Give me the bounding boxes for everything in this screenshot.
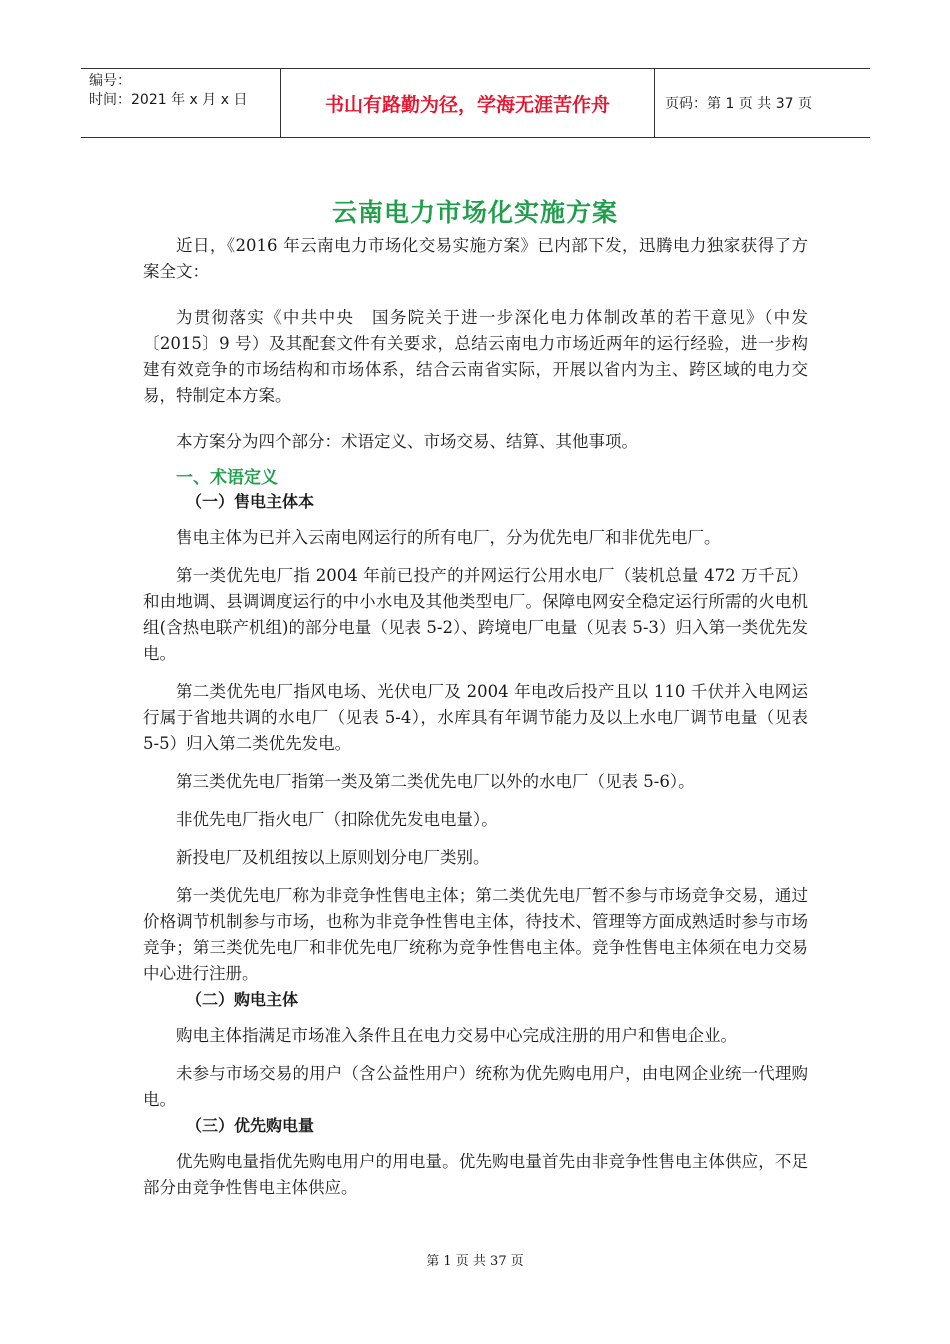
paragraph: 非优先电厂指火电厂（扣除优先发电电量）。 <box>176 810 498 829</box>
paragraph: 新投电厂及机组按以上原则划分电厂类别。 <box>176 848 490 867</box>
structure-paragraph: 本方案分为四个部分：术语定义、市场交易、结算、其他事项。 <box>176 432 638 451</box>
page-footer: 第 1 页 共 37 页 <box>426 1254 524 1269</box>
paragraph: 第一类优先电厂称为非竞争性售电主体；第二类优先电厂暂不参与市场竞争交易，通过价格调节机制参与市场，也称为非竞争性售电主体，待技术、管理等方面成熟适时参与市场竞争；第三类优先电厂和非优先电厂统称为竞争性售电主体。竞争性售电主体须在电力交易中心进行注册。 <box>143 886 808 983</box>
purpose-paragraph: 为贯彻落实《中共中央 国务院关于进一步深化电力体制改革的若干意见》（中发〔2015〕9 号）及其配套文件有关要求，总结云南电力市场近两年的运行经验，进一步构建有效竞争的市场结构和市场体系，结合云南省实际，开展以省内为主、跨区域的电力交易，特制定本方案。 <box>143 308 808 405</box>
document-body <box>143 233 808 1201</box>
document-time-label: 时间：2021 年 x 月 x 日 <box>89 92 248 108</box>
document-title: 云南电力市场化实施方案 <box>331 198 618 227</box>
header-page-info: 页码：第 1 页 共 37 页 <box>665 96 812 112</box>
paragraph: 未参与市场交易的用户（含公益性用户）统称为优先购电用户，由电网企业统一代理购电。 <box>143 1064 808 1109</box>
subsection-heading-seller: （一）售电主体本 <box>186 492 315 511</box>
paragraph: 售电主体为已并入云南电网运行的所有电厂，分为优先电厂和非优先电厂。 <box>176 528 721 547</box>
paragraph: 第三类优先电厂指第一类及第二类优先电厂以外的水电厂（见表 5-6）。 <box>176 772 695 791</box>
intro-paragraph: 近日，《2016 年云南电力市场化交易实施方案》已内部下发，迅腾电力独家获得了方案全文： <box>143 236 808 281</box>
subsection-heading-buyer: （二）购电主体 <box>186 990 299 1009</box>
header-meta <box>81 69 281 137</box>
paragraph: 购电主体指满足市场准入条件且在电力交易中心完成注册的用户和售电企业。 <box>176 1026 737 1045</box>
header-table <box>81 68 870 138</box>
section-heading-terms: 一、术语定义 <box>176 468 278 488</box>
subsection-heading-priority: （三）优先购电量 <box>186 1116 315 1135</box>
paragraph: 优先购电量指优先购电用户的用电量。优先购电量首先由非竞争性售电主体供应，不足部分由竞争性售电主体供应。 <box>143 1152 808 1197</box>
paragraph: 第一类优先电厂指 2004 年前已投产的并网运行公用水电厂（装机总量 472 万千瓦）和由地调、县调调度运行的中小水电及其他类型电厂。保障电网安全稳定运行所需的火电机组(含热电联产机组)的部分电量（见表 5-2）、跨境电厂电量（见表 5-3）归入第一类优先发电。 <box>143 566 808 663</box>
header-motto: 书山有路勤为径，学海无涯苦作舟 <box>281 69 655 137</box>
document-number-label: 编号： <box>89 73 131 89</box>
paragraph: 第二类优先电厂指风电场、光伏电厂及 2004 年电改后投产且以 110 千伏并入电网运行属于省地共调的水电厂（见表 5-4），水库具有年调节能力及以上水电厂调节电量（见表 5-5）归入第二类优先发电。 <box>143 682 808 753</box>
